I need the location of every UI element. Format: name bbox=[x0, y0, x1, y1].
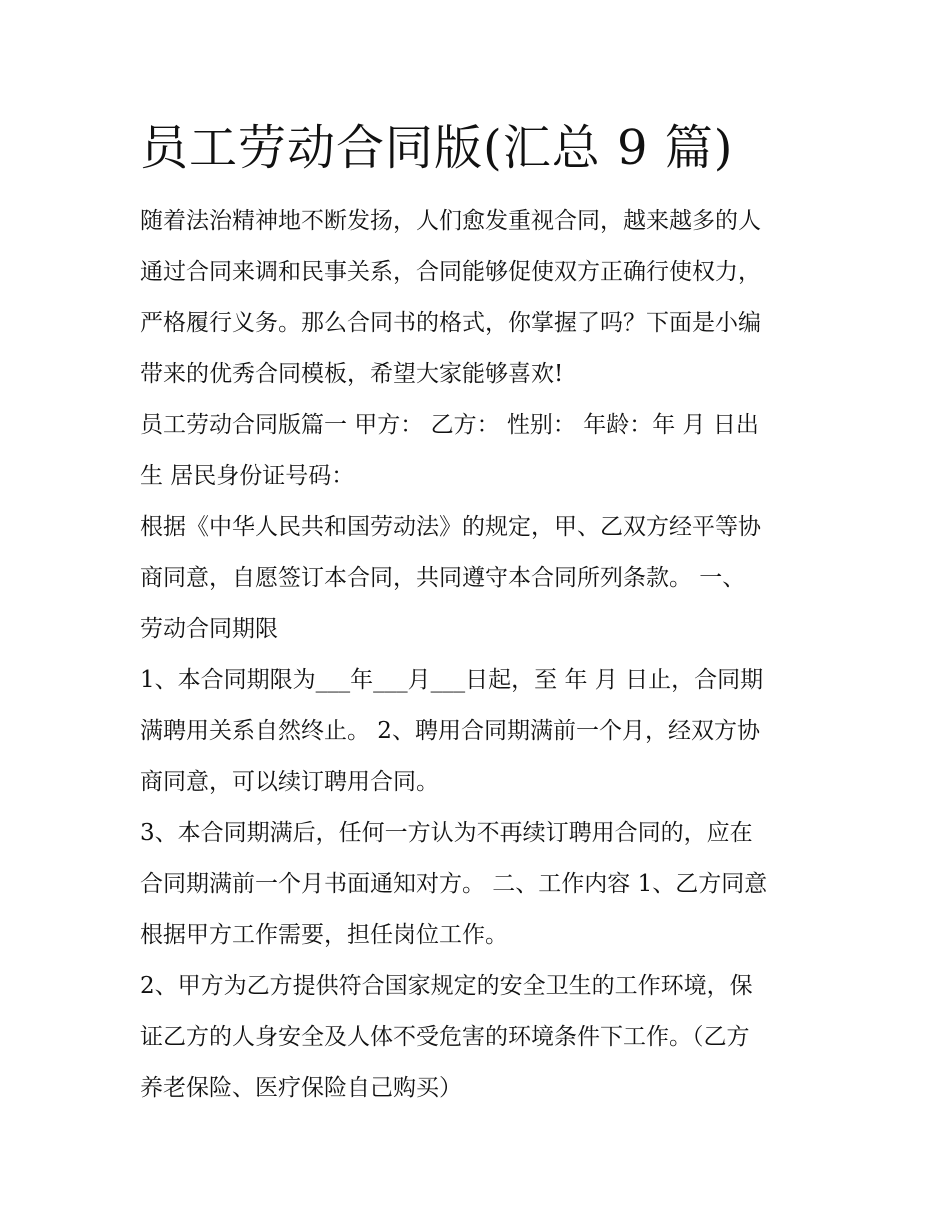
text-line: 员工劳动合同版篇一 甲方： 乙方： 性别： 年龄：年 月 日出 bbox=[140, 412, 759, 438]
text-line: 根据甲方工作需要，担任岗位工作。 bbox=[140, 922, 508, 948]
text-line: 合同期满前一个月书面通知对方。 二、工作内容 1、乙方同意 bbox=[140, 871, 768, 897]
text-line: 满聘用关系自然终止。 2、聘用合同期满前一个月，经双方协 bbox=[140, 718, 760, 744]
text-line: 严格履行义务。那么合同书的格式，你掌握了吗？下面是小编 bbox=[140, 310, 761, 336]
text-line: 劳动合同期限 bbox=[140, 616, 278, 642]
expiry-paragraph bbox=[140, 808, 820, 961]
text-line: 生 居民身份证号码： bbox=[140, 463, 355, 489]
intro-paragraph bbox=[140, 196, 820, 400]
text-line: 1、本合同期限为___年___月___日起，至 年 月 日止，合同期 bbox=[140, 667, 764, 693]
document-title: 员工劳动合同版(汇总 9 篇) bbox=[140, 120, 734, 176]
text-line: 通过合同来调和民事关系，合同能够促使双方正确行使权力， bbox=[140, 259, 761, 285]
text-line: 商同意，可以续订聘用合同。 bbox=[140, 769, 439, 795]
basis-paragraph bbox=[140, 502, 820, 655]
text-line: 商同意，自愿签订本合同，共同遵守本合同所列条款。 一、 bbox=[140, 565, 746, 591]
term-paragraph bbox=[140, 655, 820, 808]
text-line: 随着法治精神地不断发扬，人们愈发重视合同，越来越多的人 bbox=[140, 208, 761, 234]
text-line: 3、本合同期满后，任何一方认为不再续订聘用合同的，应在 bbox=[140, 820, 753, 846]
text-line: 根据《中华人民共和国劳动法》的规定，甲、乙双方经平等协 bbox=[140, 514, 761, 540]
safety-paragraph bbox=[140, 961, 820, 1114]
text-line: 养老保险、医疗保险自己购买） bbox=[140, 1075, 462, 1101]
parties-paragraph bbox=[140, 400, 820, 502]
document-body bbox=[140, 196, 820, 1114]
text-line: 带来的优秀合同模板，希望大家能够喜欢! bbox=[140, 361, 564, 387]
text-line: 2、甲方为乙方提供符合国家规定的安全卫生的工作环境，保 bbox=[140, 973, 753, 999]
text-line: 证乙方的人身安全及人体不受危害的环境条件下工作。（乙方 bbox=[140, 1024, 750, 1050]
